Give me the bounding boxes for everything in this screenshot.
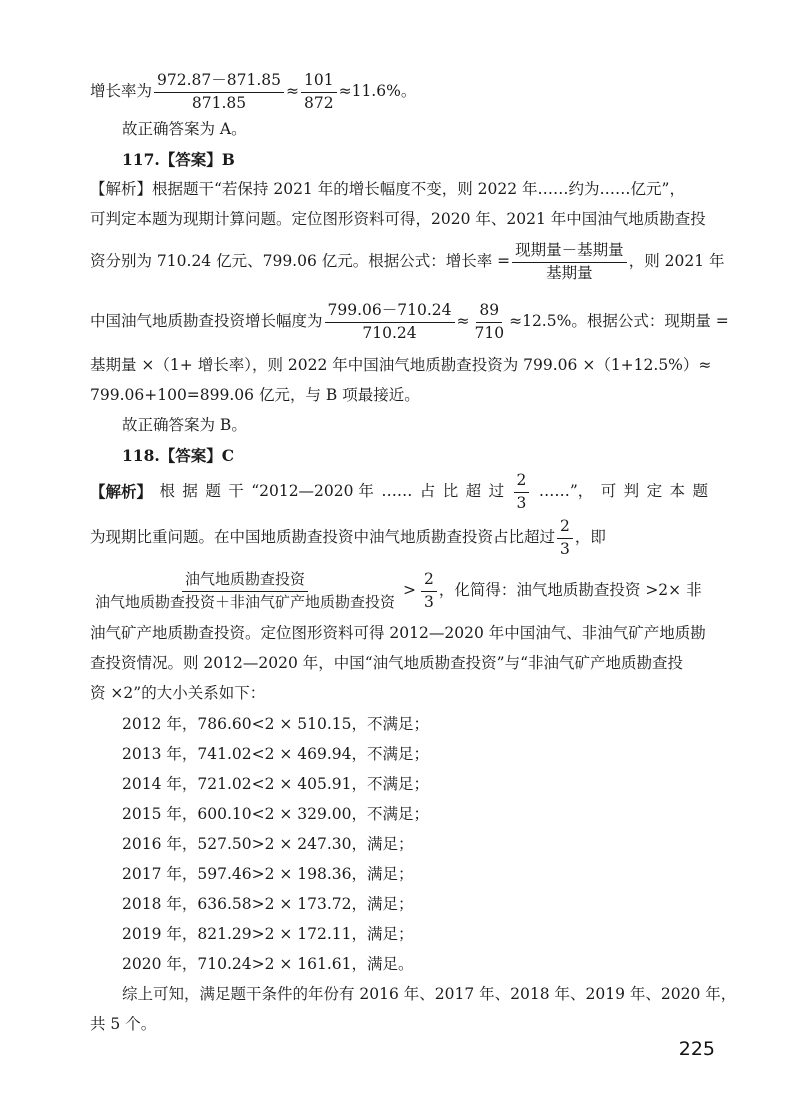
q118-line-1-char: 根 — [159, 482, 175, 501]
q118-greater-than: > — [403, 581, 417, 600]
q118-year-2015: 2015 年，600.10<2 × 329.00，不满足； — [122, 805, 430, 823]
q116-rate-prefix: 增长率为 — [90, 82, 153, 101]
q116-fraction-1-numerator: 972.87－871.85 — [154, 72, 284, 93]
q118-two-thirds-2-numerator: 2 — [557, 518, 573, 539]
q117-line-3-prefix: 资分别为 710.24 亿元、799.06 亿元。根据公式：增长率 = — [90, 252, 511, 271]
q117-growth-formula — [512, 242, 627, 283]
q118-line-1-char: 超 — [465, 482, 482, 501]
q116-result: ≈11.6%。 — [338, 82, 417, 101]
q118-line-1-char: 占 — [419, 482, 436, 501]
q117-heading: 117.【答案】B — [122, 150, 235, 169]
q118-share-fraction-numerator: 油气地质勘查投资 — [182, 571, 308, 591]
q118-line-1-quote: “2012—2020 年 — [251, 482, 374, 501]
q116-approx: ≈ — [286, 82, 299, 101]
q117-approx: ≈ — [456, 312, 470, 331]
q118-two-thirds-1-numerator: 2 — [514, 472, 530, 493]
q116-fraction-1 — [154, 72, 284, 113]
q117-fraction-1-numerator: 799.06－710.24 — [325, 302, 455, 323]
q118-line-2-suffix: ，即 — [574, 528, 606, 547]
q118-line-1-char: 本 — [669, 482, 686, 501]
q118-year-2018: 2018 年，636.58>2 × 173.72，满足； — [122, 895, 414, 913]
q118-line-1-char: 干 — [228, 482, 244, 501]
q118-line-1-char: 据 — [182, 482, 198, 501]
q118-two-thirds-1-denominator: 3 — [516, 493, 527, 512]
q118-line-1-char: 过 — [488, 482, 505, 501]
q118-line-6: 资 ×2”的大小关系如下： — [90, 684, 266, 702]
q118-line-1-char: 判 — [623, 482, 640, 501]
q117-growth-formula-denominator: 基期量 — [546, 263, 593, 282]
q118-summary-1: 综上可知，满足题干条件的年份有 2016 年、2017 年、2018 年、2019 年、2020 年， — [122, 985, 737, 1003]
q118-line-1-char: 可 — [600, 482, 617, 501]
q118-line-3-suffix: ，化简得：油气地质勘查投资 >2× 非 — [438, 581, 702, 600]
q116-fraction-2-numerator: 101 — [301, 72, 337, 93]
q118-year-2019: 2019 年，821.29>2 × 172.11，满足； — [122, 925, 414, 943]
q118-two-thirds-3-denominator: 3 — [424, 592, 434, 611]
q118-share-fraction-denominator: 油气地质勘查投资＋非油气矿产地质勘查投资 — [95, 592, 396, 611]
q118-year-2020: 2020 年，710.24>2 × 161.61，满足。 — [122, 955, 414, 973]
q117-line-3 — [90, 240, 725, 284]
q117-line-3-suffix: ，则 2021 年 — [628, 252, 725, 271]
q116-fraction-1-denominator: 871.85 — [191, 93, 247, 112]
page-number: 225 — [678, 1038, 715, 1060]
q117-line-1: 【解析】根据题干“若保持 2021 年的增长幅度不变，则 2022 年……约为……亿元”， — [90, 180, 685, 198]
q118-heading: 118.【答案】C — [122, 446, 235, 465]
q118-two-thirds-2 — [557, 518, 573, 559]
q118-year-2016: 2016 年，527.50>2 × 247.30，满足； — [122, 835, 414, 853]
q118-year-2013: 2013 年，741.02<2 × 469.94，不满足； — [122, 745, 430, 763]
q117-line-6: 799.06+100=899.06 亿元，与 B 项最接近。 — [90, 386, 420, 404]
q118-two-thirds-3 — [421, 571, 437, 612]
q116-fraction-2 — [301, 72, 337, 113]
q117-fraction-1-denominator: 710.24 — [362, 323, 417, 342]
q118-year-2017: 2017 年，597.46>2 × 198.36，满足； — [122, 865, 414, 883]
q117-line-5: 基期量 ×（1+ 增长率），则 2022 年中国油气地质勘查投资为 799.06 ×（1+12.5%）≈ — [90, 356, 712, 374]
q118-line-2 — [90, 516, 606, 560]
q118-line-1-ellipsis: …… — [381, 482, 413, 501]
q117-line-4-prefix: 中国油气地质勘查投资增长幅度为 — [90, 312, 323, 331]
q118-share-fraction — [92, 571, 398, 611]
q117-line-2: 可判定本题为现期计算问题。定位图形资料可得，2020 年、2021 年中国油气地质勘查投 — [90, 210, 706, 228]
q118-line-3 — [90, 566, 702, 616]
q118-analysis-label: 【解析】 — [90, 482, 153, 502]
q118-summary-2: 共 5 个。 — [90, 1015, 157, 1033]
q118-year-2014: 2014 年，721.02<2 × 405.91，不满足； — [122, 775, 430, 793]
q116-growth-rate-line — [90, 70, 416, 114]
q118-line-2-prefix: 为现期比重问题。在中国地质勘查投资中油气地质勘查投资占比超过 — [90, 528, 556, 547]
q118-line-1-char: 定 — [646, 482, 663, 501]
q117-fraction-2-denominator: 710 — [474, 323, 505, 342]
q117-fraction-1 — [325, 302, 455, 343]
q116-conclusion: 故正确答案为 A。 — [122, 120, 247, 138]
q118-line-1 — [90, 470, 708, 514]
q118-line-4: 油气矿产地质勘查投资。定位图形资料可得 2012—2020 年中国油气、非油气矿产地质勘 — [90, 624, 706, 642]
q118-line-1-char: 比 — [442, 482, 459, 501]
q117-conclusion: 故正确答案为 B。 — [122, 416, 247, 434]
q118-line-1-char: 题 — [692, 482, 708, 501]
q118-line-1-tail: ……”， — [538, 482, 594, 501]
q118-two-thirds-2-denominator: 3 — [560, 539, 570, 558]
q117-growth-formula-numerator: 现期量－基期量 — [512, 242, 627, 263]
q118-two-thirds-3-numerator: 2 — [421, 571, 437, 592]
q117-line-4-suffix: ≈12.5%。根据公式：现期量 = — [509, 312, 729, 331]
q117-fraction-2 — [472, 302, 508, 343]
q118-year-2012: 2012 年，786.60<2 × 510.15，不满足； — [122, 715, 430, 733]
q118-line-5: 查投资情况。则 2012—2020 年，中国“油气地质勘查投资”与“非油气矿产地质勘查投 — [90, 654, 684, 672]
q117-line-4 — [90, 300, 729, 344]
q118-two-thirds-1 — [514, 472, 530, 513]
q118-line-1-char: 题 — [205, 482, 221, 501]
q116-fraction-2-denominator: 872 — [304, 93, 334, 112]
q117-fraction-2-numerator: 89 — [476, 302, 502, 323]
